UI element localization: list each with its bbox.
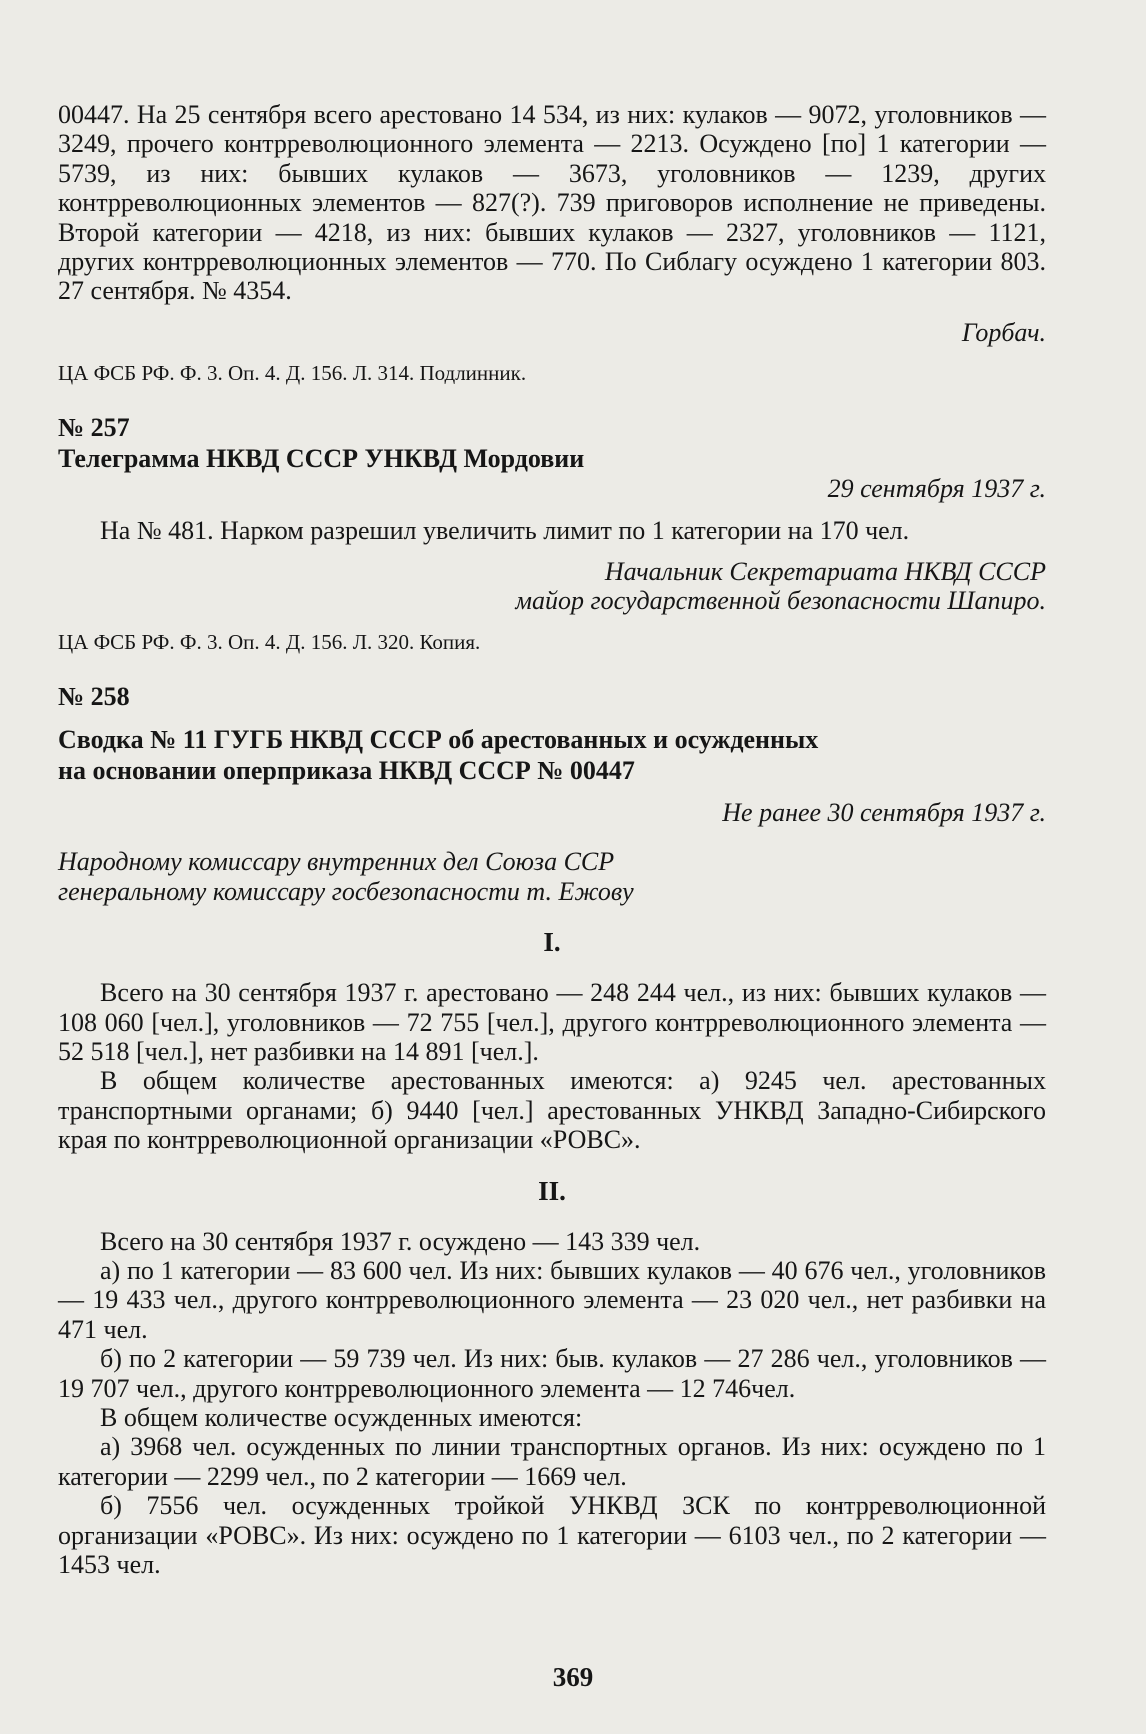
section-2-paragraph-3: б) по 2 категории — 59 739 чел. Из них: быв. кулаков — 27 286 чел., уголовников — 19 707 чел., другого контрреволюционного элемента — 12 746чел. <box>58 1344 1046 1403</box>
section-heading-2: II. <box>538 1175 566 1206</box>
section-2-paragraph-1: Всего на 30 сентября 1937 г. осуждено — 143 339 чел. <box>100 1226 701 1256</box>
section-2-paragraph-2: а) по 1 категории — 83 600 чел. Из них: бывших кулаков — 40 676 чел., уголовников — 19 433 чел., другого контрреволюционного элемента — 23 020 чел., нет разбивки на 471 чел. <box>58 1255 1046 1344</box>
document-page <box>58 100 1046 1579</box>
section-heading-1: I. <box>543 927 561 958</box>
doc-258-title-line1: Сводка № 11 ГУГБ НКВД СССР об арестованных и осужденных <box>58 724 819 754</box>
doc-257-date: 29 сентября 1937 г. <box>827 474 1046 504</box>
section-1-paragraph-2: В общем количестве арестованных имеются: а) 9245 чел. арестованных транспортными органами; б) 9440 [чел.] арестованных УНКВД Западно-Сибирского края по контрреволюционной организации «РОВС». <box>58 1066 1046 1155</box>
continuation-paragraph: 00447. На 25 сентября всего арестовано 14 534, из них: кулаков — 9072, уголовников — 3249, прочего контрреволюционного элемента — 2213. Осуждено [по] 1 категории — 5739, из них: бывших кулаков — 3673, уголовников — 1239, других контрреволюционных элементов — 827(?). 739 приговоров исполнение не приведены. Второй категории — 4218, из них: бывших кулаков — 2327, уголовников — 1121, других контрреволюционных элементов — 770. По Сиблагу осуждено 1 категории 803. 27 сентября. № 4354. <box>58 100 1046 306</box>
section-2-paragraph-6: б) 7556 чел. осужденных тройкой УНКВД ЗСК по контрреволюционной организации «РОВС». Из них: осуждено по 1 категории — 6103 чел., по 2 категории — 1453 чел. <box>58 1491 1046 1579</box>
section-2-paragraph-5: а) 3968 чел. осужденных по линии транспортных органов. Из них: осуждено по 1 категории — 2299 чел., по 2 категории — 1669 чел. <box>58 1432 1046 1491</box>
doc-257-number: № 257 <box>58 413 130 443</box>
archive-source-314: ЦА ФСБ РФ. Ф. 3. Оп. 4. Д. 156. Л. 314. Подлинник. <box>58 361 527 386</box>
doc-258-address-line2: генеральному комиссару госбезопасности т. Ежову <box>58 876 634 906</box>
doc-258-number: № 258 <box>58 681 130 711</box>
archive-source-320: ЦА ФСБ РФ. Ф. 3. Оп. 4. Д. 156. Л. 320. Копия. <box>58 629 481 654</box>
doc-257-signature-name: майор государственной безопасности Шапиро. <box>515 586 1046 616</box>
doc-257-text: На № 481. Нарком разрешил увеличить лимит по 1 категории на 170 чел. <box>100 515 910 545</box>
doc-257-signature-title: Начальник Секретариата НКВД СССР <box>604 557 1046 587</box>
doc-257-title: Телеграмма НКВД СССР УНКВД Мордовии <box>58 444 585 474</box>
section-2-paragraph-4: В общем количестве осужденных имеются: <box>100 1402 583 1432</box>
signature-gorbach: Горбач. <box>961 317 1046 347</box>
doc-258-date: Не ранее 30 сентября 1937 г. <box>722 797 1046 827</box>
doc-258-title-line2: на основании оперприказа НКВД СССР № 00447 <box>58 755 635 785</box>
section-1-paragraph-1: Всего на 30 сентября 1937 г. арестовано — 248 244 чел., из них: бывших кулаков — 108 060 [чел.], уголовников — 72 755 [чел.], другого контрреволюционного элемента — 52 518 [чел.], нет разбивки на 14 891 [чел.]. <box>58 978 1046 1066</box>
page-number: 369 <box>552 1662 594 1692</box>
doc-258-address-line1: Народному комиссару внутренних дел Союза ССР <box>58 847 615 877</box>
